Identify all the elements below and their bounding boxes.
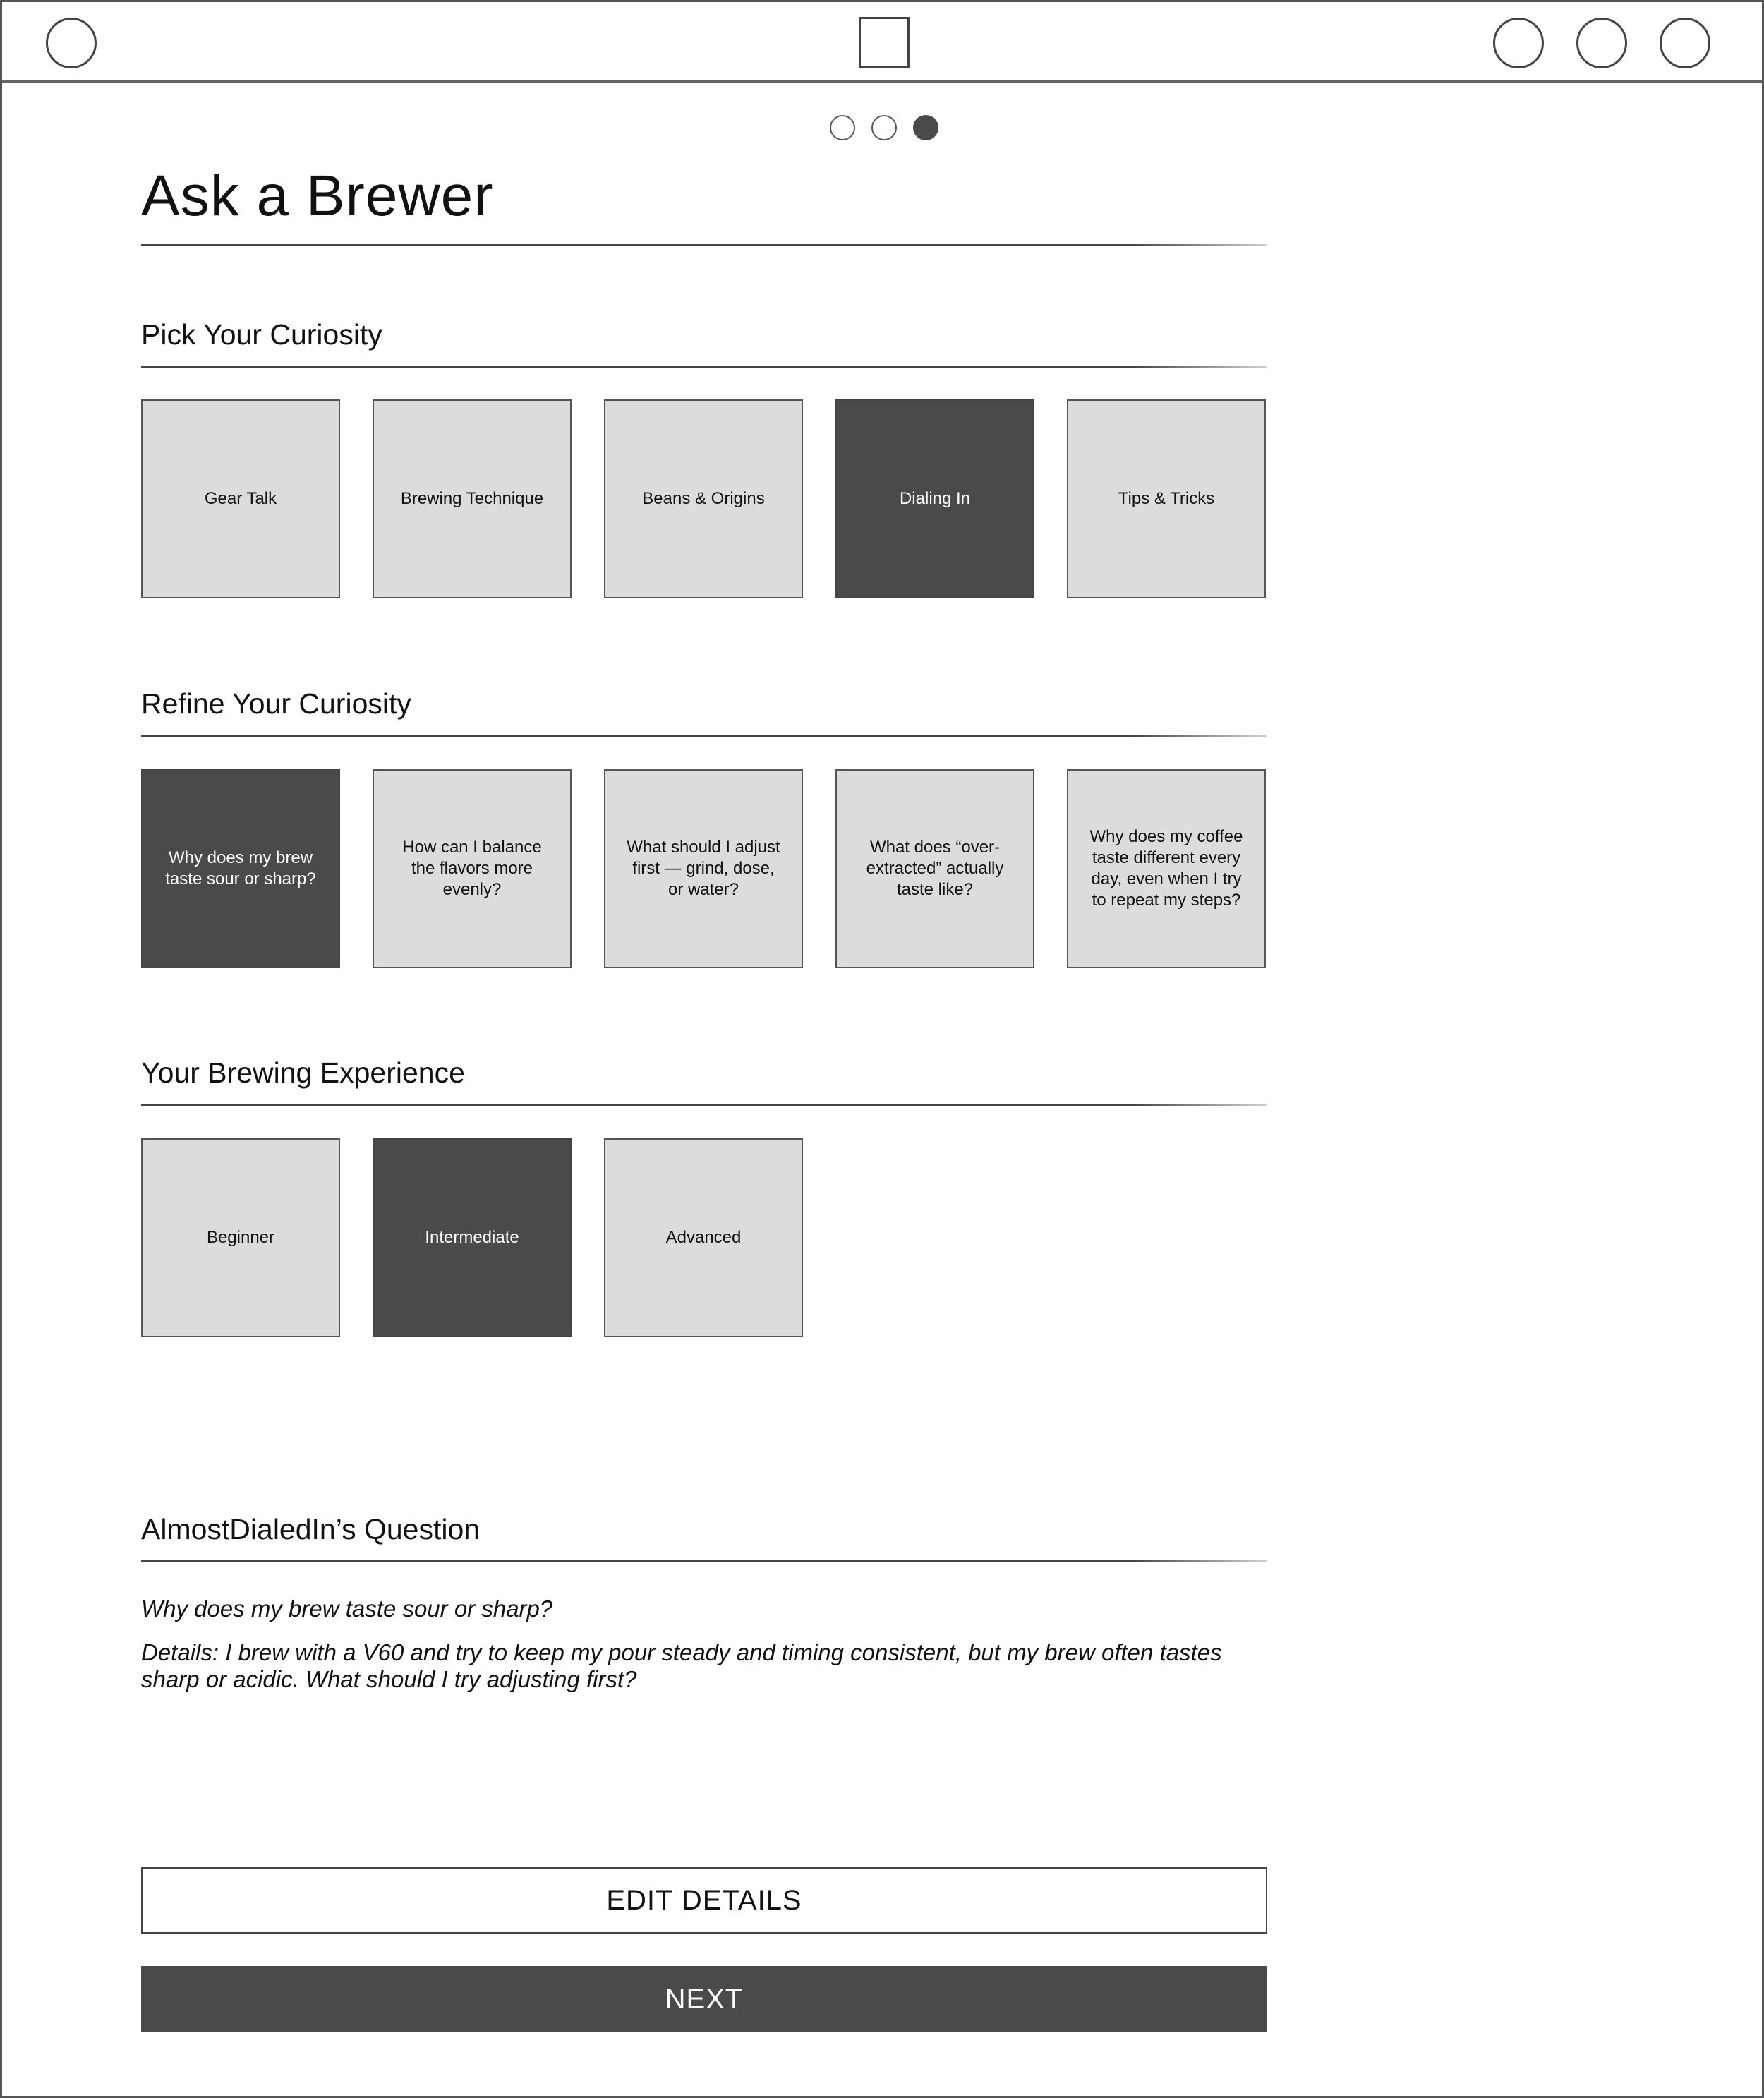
next-button[interactable]: NEXT: [141, 1966, 1267, 2032]
refine-divider: [141, 735, 1267, 737]
curiosity-option-gear-talk[interactable]: Gear Talk: [141, 399, 340, 598]
refine-option-balance-flavors[interactable]: How can I balance the flavors more evenly?: [373, 769, 572, 968]
question-divider: [141, 1560, 1267, 1562]
curiosity-section-title: Pick Your Curiosity: [141, 318, 382, 351]
step-dot-1[interactable]: [830, 115, 855, 140]
curiosity-option-tips-tricks[interactable]: Tips & Tricks: [1067, 399, 1266, 598]
circle-action-1-icon[interactable]: [1493, 18, 1544, 68]
refine-option-over-extracted[interactable]: What does “over-extracted” actually taste like?: [835, 769, 1034, 968]
question-details: Details: I brew with a V60 and try to keep my pour steady and timing consistent, but my brew often tastes sharp or acidic. What should I try adjusting first?: [141, 1639, 1222, 1692]
circle-action-2-icon[interactable]: [1576, 18, 1627, 68]
refine-option-adjust-first[interactable]: What should I adjust first — grind, dose, or water?: [604, 769, 803, 968]
experience-option-intermediate[interactable]: Intermediate: [373, 1138, 572, 1337]
question-text: Why does my brew taste sour or sharp?: [141, 1596, 553, 1622]
curiosity-option-brewing-technique[interactable]: Brewing Technique: [373, 399, 572, 598]
experience-option-advanced[interactable]: Advanced: [604, 1138, 803, 1337]
step-dot-3-active[interactable]: [913, 115, 938, 140]
curiosity-option-beans-origins[interactable]: Beans & Origins: [604, 399, 803, 598]
refine-option-sour-sharp[interactable]: Why does my brew taste sour or sharp?: [141, 769, 340, 968]
title-divider: [141, 244, 1267, 246]
refine-section-title: Refine Your Curiosity: [141, 687, 411, 720]
experience-section-title: Your Brewing Experience: [141, 1056, 465, 1089]
curiosity-option-dialing-in[interactable]: Dialing In: [835, 399, 1034, 598]
step-dot-2[interactable]: [871, 115, 897, 140]
experience-option-beginner[interactable]: Beginner: [141, 1138, 340, 1337]
curiosity-divider: [141, 366, 1267, 368]
square-logo-icon[interactable]: [859, 17, 910, 68]
menu-circle-icon[interactable]: [46, 18, 97, 68]
experience-divider: [141, 1104, 1267, 1106]
top-bar: [2, 2, 1762, 83]
question-section-title: AlmostDialedIn’s Question: [141, 1513, 481, 1545]
circle-action-3-icon[interactable]: [1660, 18, 1710, 68]
edit-details-button[interactable]: EDIT DETAILS: [141, 1867, 1267, 1934]
page-title: Ask a Brewer: [141, 164, 494, 228]
refine-option-taste-different[interactable]: Why does my coffee taste different every day, even when I try to repeat my steps?: [1067, 769, 1266, 968]
